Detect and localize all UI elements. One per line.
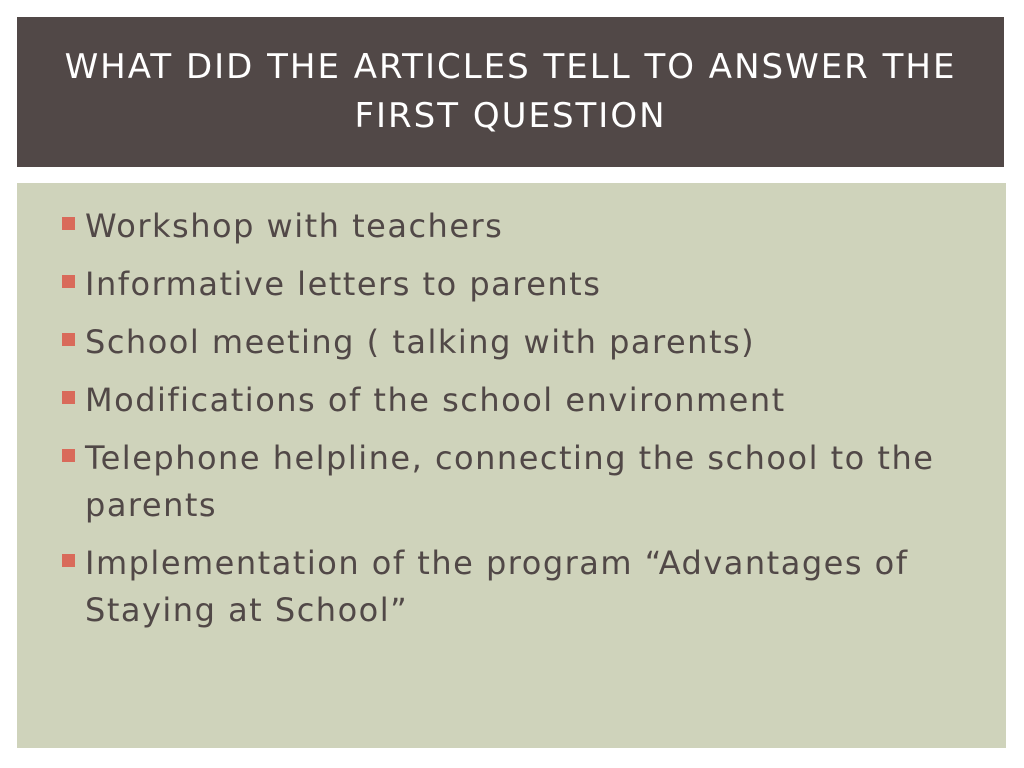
slide-title: WHAT DID THE ARTICLES TELL TO ANSWER THE FIRST QUESTION	[64, 47, 957, 136]
bullet-text: Modifications of the school environment	[85, 381, 786, 419]
bullet-text: Informative letters to parents	[85, 265, 602, 303]
square-bullet-icon	[62, 217, 75, 230]
bullet-item-modifications	[62, 377, 946, 424]
bullet-text: School meeting ( talking with parents)	[85, 323, 756, 361]
title-band	[17, 17, 1004, 167]
bullet-text: Workshop with teachers	[85, 207, 504, 245]
bullet-item-workshop	[62, 203, 946, 250]
bullet-text: Implementation of the program “Advantages of Staying at School”	[85, 544, 909, 629]
bullet-item-letters	[62, 261, 946, 308]
bullet-text: Telephone helpline, connecting the school to the parents	[85, 439, 935, 524]
bullet-item-helpline	[62, 435, 946, 529]
bullet-item-meeting	[62, 319, 946, 366]
square-bullet-icon	[62, 391, 75, 404]
square-bullet-icon	[62, 449, 75, 462]
square-bullet-icon	[62, 333, 75, 346]
bullet-list	[62, 203, 946, 634]
square-bullet-icon	[62, 554, 75, 567]
square-bullet-icon	[62, 275, 75, 288]
content-area	[17, 183, 1006, 748]
bullet-item-program	[62, 540, 946, 634]
